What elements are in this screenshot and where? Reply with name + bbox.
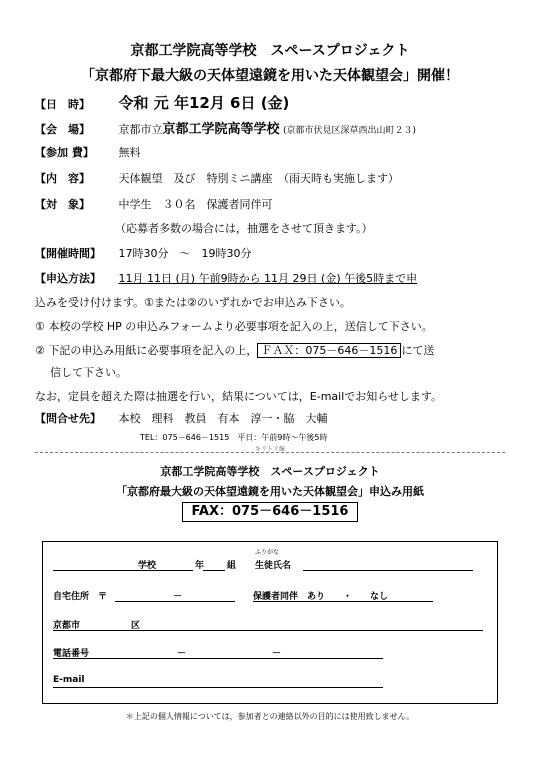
fee-label: 【参加 費】 bbox=[35, 146, 94, 159]
venue-label: 【会 場】 bbox=[35, 123, 90, 136]
fee-value: 無料 bbox=[118, 146, 141, 159]
target-row bbox=[35, 196, 273, 212]
method-2-prefix: ② 下記の申込み用紙に必要事項を記入の上， bbox=[35, 344, 258, 357]
postal-code-field[interactable] bbox=[115, 601, 235, 602]
school-field[interactable] bbox=[53, 570, 193, 571]
target-note: （応募者多数の場合には，抽選をさせて頂きます。） bbox=[115, 222, 373, 235]
phone-field[interactable] bbox=[53, 658, 383, 659]
method-2-fax-box: ＦＡＸ：075－646－1516 bbox=[257, 343, 401, 358]
target-value: 中学生 ３０名 保護者同伴可 bbox=[118, 198, 273, 211]
contact-label: 【問合せ先】 bbox=[35, 412, 101, 425]
venue-prefix: 京都市立 bbox=[118, 123, 163, 136]
phone-label: 電話番号 bbox=[53, 649, 90, 659]
grade-field[interactable] bbox=[203, 570, 225, 571]
phone-dash-2: － bbox=[272, 649, 282, 659]
email-label: E-mail bbox=[53, 675, 85, 685]
address-label: 自宅住所 〒 bbox=[53, 592, 108, 602]
postal-dash: － bbox=[173, 592, 183, 602]
class-label: 組 bbox=[227, 561, 237, 571]
venue-address: (京都市伏見区深草西出山町２３) bbox=[283, 126, 417, 136]
privacy-note: ＊上記の個人情報については，参加者との連絡以外の目的には使用致しません。 bbox=[125, 712, 415, 721]
contact-value: 本校 理科 教員 有本 淳一・脇 大輔 bbox=[118, 412, 328, 425]
fee-row bbox=[35, 144, 141, 160]
cut-line-note: キリトリ線 bbox=[254, 446, 285, 453]
notice: なお，定員を超えた際は抽選を行い，結果については，E-mailでお知らせします。 bbox=[35, 390, 443, 403]
event-title: 「京都府下最大級の天体望遠鏡を用いた天体観望会」開催！ bbox=[81, 68, 459, 84]
venue-row bbox=[35, 118, 416, 137]
city-label: 京都市 bbox=[53, 621, 81, 631]
email-field[interactable] bbox=[53, 687, 383, 688]
date-label: 【日 時】 bbox=[35, 98, 90, 111]
time-row bbox=[35, 245, 252, 261]
content-value: 天体観望 及び 特別ミニ講座 （雨天時も実施します） bbox=[118, 172, 399, 185]
date-row bbox=[35, 92, 289, 113]
guardian-field[interactable] bbox=[253, 601, 433, 602]
method-1: ① 本校の学校 HP の申込みフォームより必要事項を記入の上，送信して下さい。 bbox=[35, 320, 433, 333]
grade-label: 年 bbox=[195, 561, 205, 571]
apply-row bbox=[35, 270, 417, 286]
school-label: 学校 bbox=[138, 561, 157, 571]
apply-period: 11月 11日 (月) 午前9時から 11月 29日 (金) 午後5時まで申 bbox=[118, 272, 418, 285]
guardian-label: 保護者同伴 あり ・ なし bbox=[253, 592, 389, 602]
ward-label: 区 bbox=[131, 621, 141, 631]
address-field[interactable] bbox=[53, 630, 483, 631]
content-label: 【内 容】 bbox=[35, 172, 90, 185]
time-value: 17時30分 ～ 19時30分 bbox=[118, 247, 252, 260]
name-ruby: ふりがな bbox=[255, 549, 280, 556]
apply-label: 【申込方法】 bbox=[35, 272, 101, 285]
student-name-field[interactable] bbox=[303, 570, 473, 571]
method-2 bbox=[35, 342, 434, 358]
method-2-cont: 信して下さい。 bbox=[50, 366, 127, 379]
student-name-label: 生徒氏名 bbox=[255, 561, 292, 571]
time-label: 【開催時間】 bbox=[35, 247, 101, 260]
date-value: 令和 元 年12月 6日 (金) bbox=[118, 94, 290, 112]
method-2-suffix: にて送 bbox=[401, 344, 435, 357]
venue-name: 京都工学院高等学校 bbox=[162, 122, 280, 137]
target-label: 【対 象】 bbox=[35, 198, 90, 211]
application-form bbox=[42, 541, 498, 704]
form-title: 京都工学院高等学校 スペースプロジェクト bbox=[160, 465, 380, 478]
contact-tel: TEL：075－646－1515 平日：午前9時～午後5時 bbox=[140, 433, 328, 442]
apply-continued: 込みを受け付けます。①または②のいずれかでお申込み下さい。 bbox=[35, 296, 351, 309]
content-row bbox=[35, 170, 399, 186]
phone-dash-1: － bbox=[177, 649, 187, 659]
form-fax-box: FAX：075－646－1516 bbox=[182, 502, 358, 522]
contact-row bbox=[35, 410, 328, 426]
page-title: 京都工学院高等学校 スペースプロジェクト bbox=[130, 43, 410, 59]
form-subtitle: 「京都府最大級の天体望遠鏡を用いた天体観望会」申込み用紙 bbox=[116, 485, 424, 498]
